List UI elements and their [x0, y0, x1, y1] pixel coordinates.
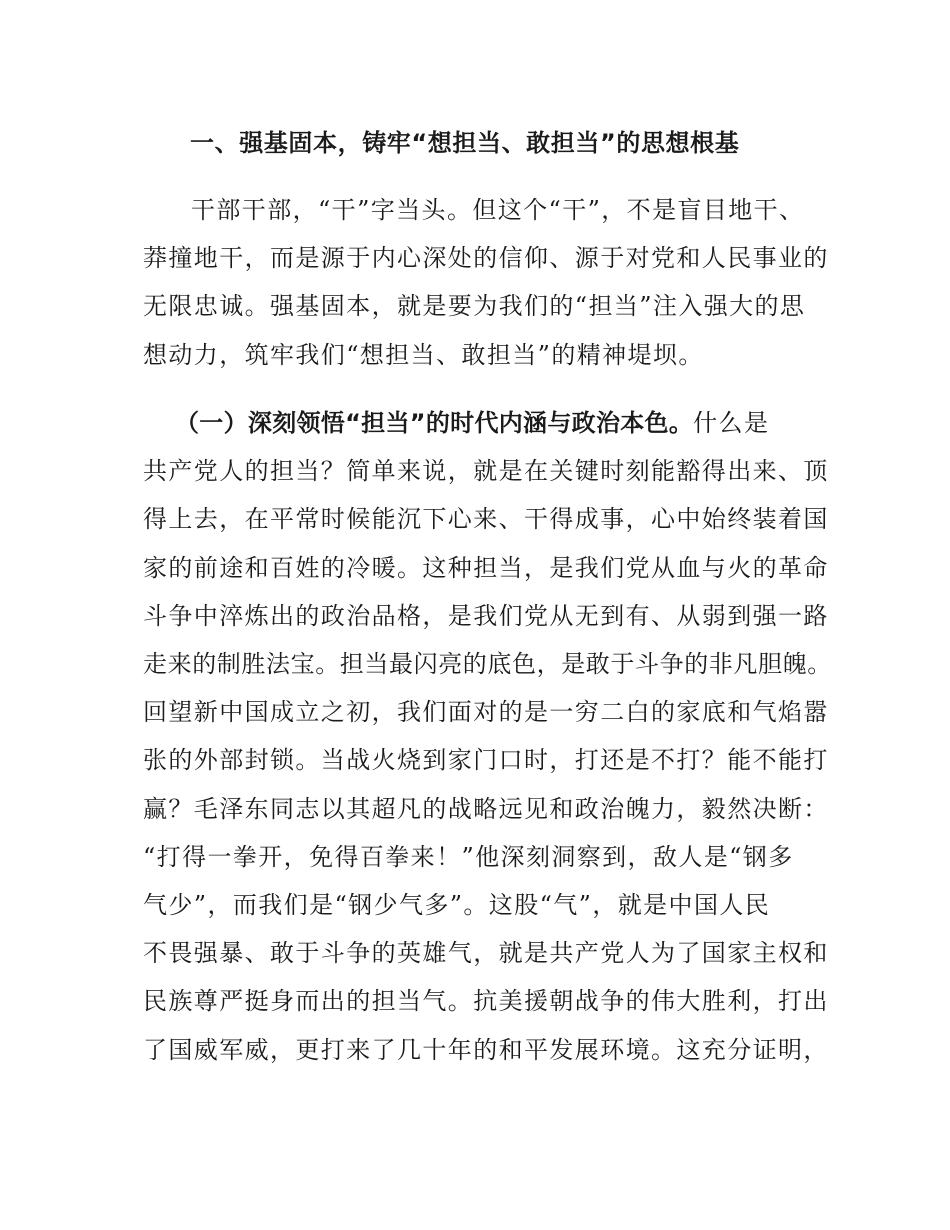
paragraph2-line-4: 家的前途和百姓的冷暖。这种担当，是我们党从血与火的革命 [143, 554, 829, 582]
paragraph2-lead-rest: 什么是 [693, 409, 770, 437]
paragraph2-line-3: 得上去，在平常时候能沉下心来、干得成事，心中始终装着国 [143, 505, 829, 533]
paragraph2-line-5: 斗争中淬炼出的政治品格，是我们党从无到有、从弱到强一路 [143, 602, 829, 630]
subheading-bold: （一）深刻领悟“担当”的时代内涵与政治本色。 [175, 409, 694, 437]
paragraph2-line-8: 张的外部封锁。当战火烧到家门口时，打还是不打？能不能打 [143, 746, 829, 774]
paragraph2-lead-line [175, 408, 833, 438]
paragraph2-line-7: 回望新中国成立之初，我们面对的是一穷二白的家底和气焰嚣 [143, 698, 829, 726]
paragraph2-line-6: 走来的制胜法宝。担当最闪亮的底色，是敢于斗争的非凡胆魄。 [143, 650, 832, 678]
paragraph1-line-3: 无限忠诚。强基固本，就是要为我们的“担当”注入强大的思 [143, 292, 806, 320]
paragraph2-line-10: “打得一拳开，免得百拳来！”他深刻洞察到，敌人是“钢多 [143, 843, 794, 871]
paragraph1-line-1: 干部干部，“干”字当头。但这个“干”，不是盲目地干、 [191, 196, 805, 224]
paragraph1-line-4: 想动力，筑牢我们“想担当、敢担当”的精神堤坝。 [143, 341, 704, 369]
paragraph2-line-14: 了国威军威，更打来了几十年的和平发展环境。这充分证明， [143, 1036, 829, 1064]
section-heading: 一、强基固本，铸牢“想担当、敢担当”的思想根基 [190, 129, 740, 157]
paragraph1-line-2: 莽撞地干，而是源于内心深处的信仰、源于对党和人民事业的 [143, 244, 829, 272]
paragraph2-line-11: 气少”，而我们是“钢少气多”。这股“气”，就是中国人民 [143, 891, 771, 919]
paragraph2-line-9: 赢？毛泽东同志以其超凡的战略远见和政治魄力，毅然决断： [143, 795, 829, 823]
paragraph2-line-2: 共产党人的担当？简单来说，就是在关键时刻能豁得出来、顶 [143, 457, 829, 485]
paragraph2-line-12: 不畏强暴、敢于斗争的英雄气，就是共产党人为了国家主权和 [143, 939, 829, 967]
paragraph2-line-13: 民族尊严挺身而出的担当气。抗美援朝战争的伟大胜利，打出 [143, 987, 829, 1015]
